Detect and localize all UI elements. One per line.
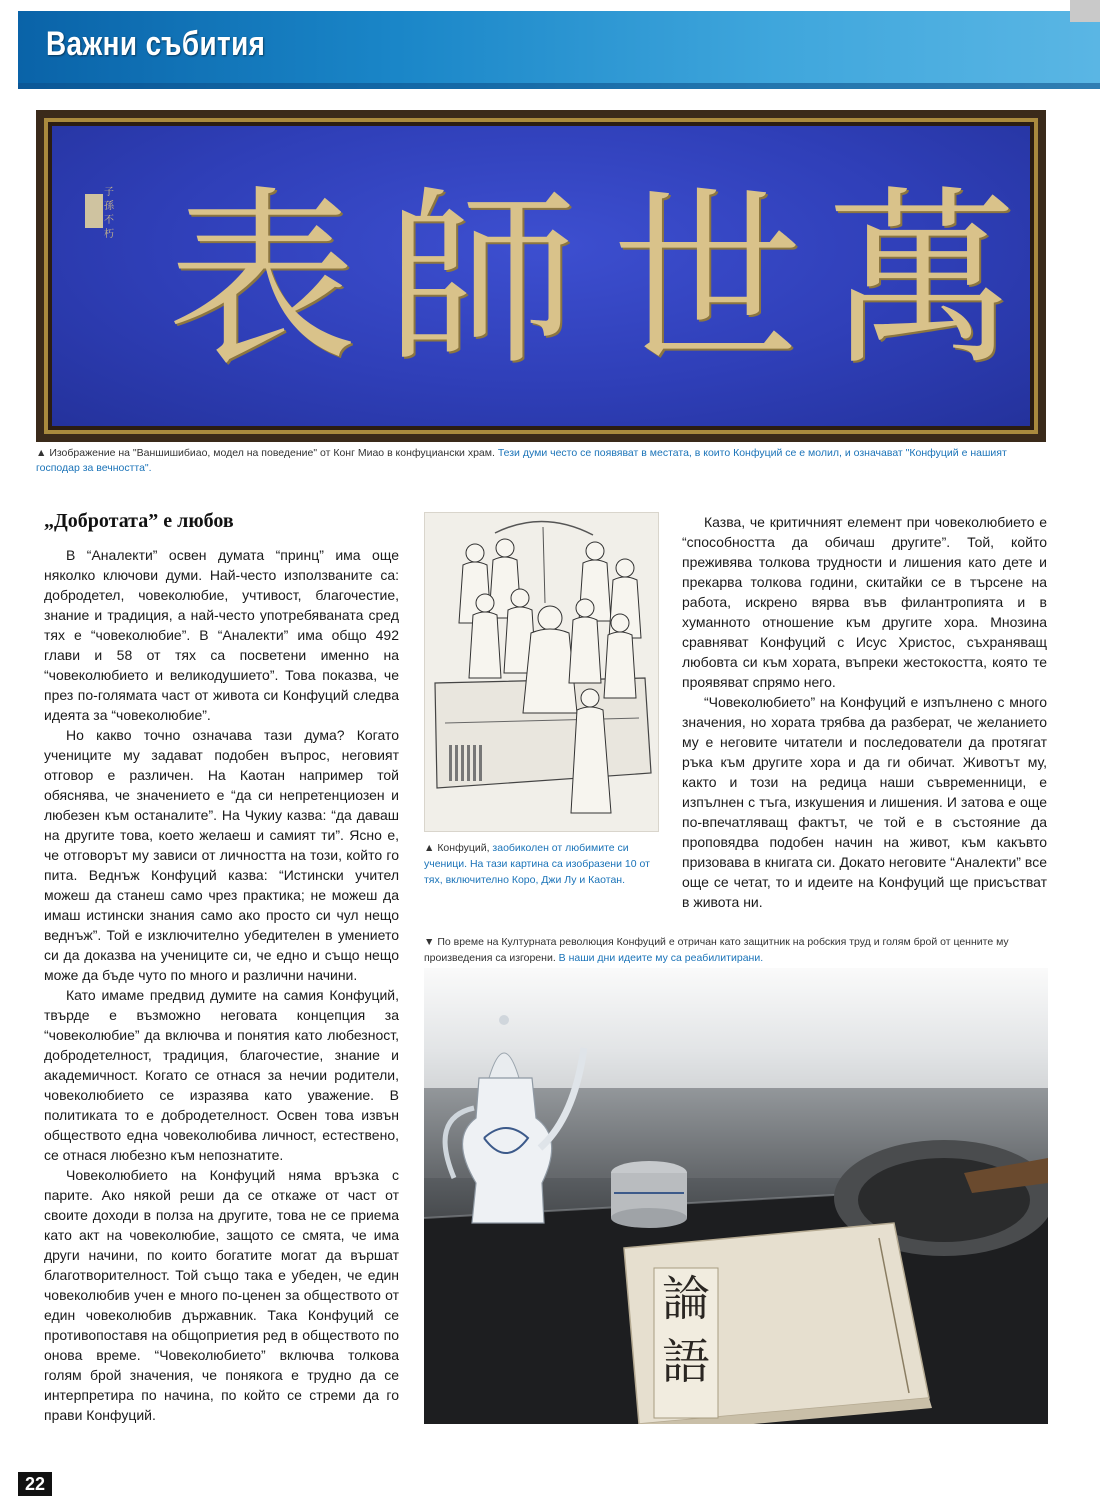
plaque-caption: ▲ Изображение на "Ваншишибиао, модел на поведение" от Конг Миао в конфуциански храм. Тези думи често се появяват в местата, в които Конфуций се е молил, и означават "Конфуций е нашият господар за вечността". <box>36 447 1007 474</box>
caption-arrow-up-icon: ▲ <box>424 842 438 854</box>
calligraphy-plaque-image <box>36 110 1046 442</box>
section-title: Важни събития <box>46 25 266 63</box>
article-subheading: „Добротата” е любов <box>44 510 234 532</box>
paragraph: Но какво точно означава тази дума? Когато учениците му задават подобен въпрос, неговият отговор е различен. На Каотан например той обяснява, че значението е “да си непретенциозен и любезен към останалите”. На Чукиу казва: “да даваш на другите това, което желаеш и самият ти”. Ясно е, че отговорът му зависи от личността на този, който го пита. Веднъж Конфуций казва: “Истински учител можеш да станеш само чрез практика; не можеш да имаш истински знания само ако просто си чул нещо веднъж”. Той е изключително убедителен в умението си да доказва на учениците си, че едно и също нещо може да бъде чуто по много и различни начини. <box>44 727 399 983</box>
plaque-glyph-4: 萬 <box>826 170 1017 391</box>
paragraph: “Човеколюбието” на Конфуций е изпълнено с много значения, но хората трябва да разберат, че желанието му е неговите читатели и последователи да протягат ръка към другите хора и да ги обичат. Животът му, както и този на редица наши съвременници, е изпълнен с тъга, изкушения и лишения. И затова е още по-впечатляващ фактът, че той е в състояние да проповядва подобен начин на живот, към какъвто призовава в книгата си. Докато неговите “Аналекти” все още се четат, то и идеите на Конфуций ще присъстват в живота ни. <box>682 694 1047 910</box>
paragraph: В “Аналекти” освен думата “принц” има още няколко ключови думи. Най-често използваните са: добродетел, човеколюбие, учтивост, благочестие, знание и традиция, а най-често употребяваната сред тях е “човеколюбие”. В “Аналекти” има общо 492 глави и 58 от тях са посветени именно на “човеколюбието и великодушието”. Това показва, че през по-голямата част от живота си Конфуций следва идеята за “човеколюбие”. <box>44 547 399 723</box>
paragraph: Казва, че критичният елемент при човеколюбието е “способността да обичаш другите”. Той, който преживява толкова трудности и лишения като дете и прекарва толкова години, скитайки се в търсене на работа, искрено вярва във филантропията и в хуманното отношение към другите хора. Мнозина сравняват Конфуций с Исус Христос, съхраняващ любовта си към хората, въпреки жестокостта, която те проявяват спрямо него. <box>682 514 1047 690</box>
article-column-left <box>44 545 399 1425</box>
plaque-glyph-1: 表 <box>166 170 357 391</box>
paragraph: Човеколюбието на Конфуций няма връзка с парите. Ако някой реши да се откаже от част от своите доходи в полза на другите, това не се приема като акт на човеколюбие, защото се смята, че има други начини, по които богатите могат да вършат благотворителност. Той също така е убеден, че един човеколюбив учен е много по-ценен за обществото от един човеколюбив държавник. Така Конфуций се противопоставя на общоприетия ред в обществото по онова време. “Човеколюбието” включва толкова голям брой значения, че понякога е трудно да се интерпретира по начина, по който се стреми да го прави Конфуций. <box>44 1167 399 1423</box>
article-column-right <box>682 512 1047 912</box>
illustration-drawing <box>425 513 658 831</box>
photo-scene <box>424 968 1048 1424</box>
illustration-caption: ▲ Конфуций, заобиколен от любимите си ученици. На тази картина са изобразени 10 от тях, включително Коро, Джи Лу и Каотан. <box>424 842 650 886</box>
photo-caption: ▼ По време на Културната революция Конфуций е отричан като защитник на робския труд и голям брой от ценните му произведения са изгорени. В наши дни идеите му са реабилитирани. <box>424 936 1009 964</box>
plaque-glyph-3: 世 <box>611 170 802 391</box>
section-header-band <box>18 11 1100 89</box>
paragraph: Като имаме предвид думите на самия Конфуций, твърде е възможно неговата концепция за “човеколюбие” да включва и понятия като любезност, добродетелност, традиция, благочестие, знание и академичност. Когато се отнася за нечии родители, човеколюбието се изразява като уважение. В политиката то е добродетелност. Освен това извън обществото една човеколюбива личност, естествено, се отнася любезно към непознатите. <box>44 987 399 1163</box>
jar <box>611 1161 687 1228</box>
book-title-glyph-1: 論 <box>661 1271 710 1327</box>
caption-arrow-up-icon: ▲ <box>36 447 50 459</box>
page-number: 22 <box>18 1472 52 1496</box>
plaque-inscription: 子孫不朽 <box>104 187 114 240</box>
plaque-seal <box>85 194 103 228</box>
caption-arrow-down-icon: ▼ <box>424 936 438 948</box>
analects-still-life-photo <box>424 968 1048 1424</box>
plaque-glyph-2: 師 <box>386 170 577 391</box>
book-title-glyph-2: 語 <box>661 1334 710 1390</box>
page-corner-tab <box>1070 0 1100 22</box>
confucius-students-illustration <box>424 512 659 832</box>
plaque-panel <box>52 126 1030 426</box>
